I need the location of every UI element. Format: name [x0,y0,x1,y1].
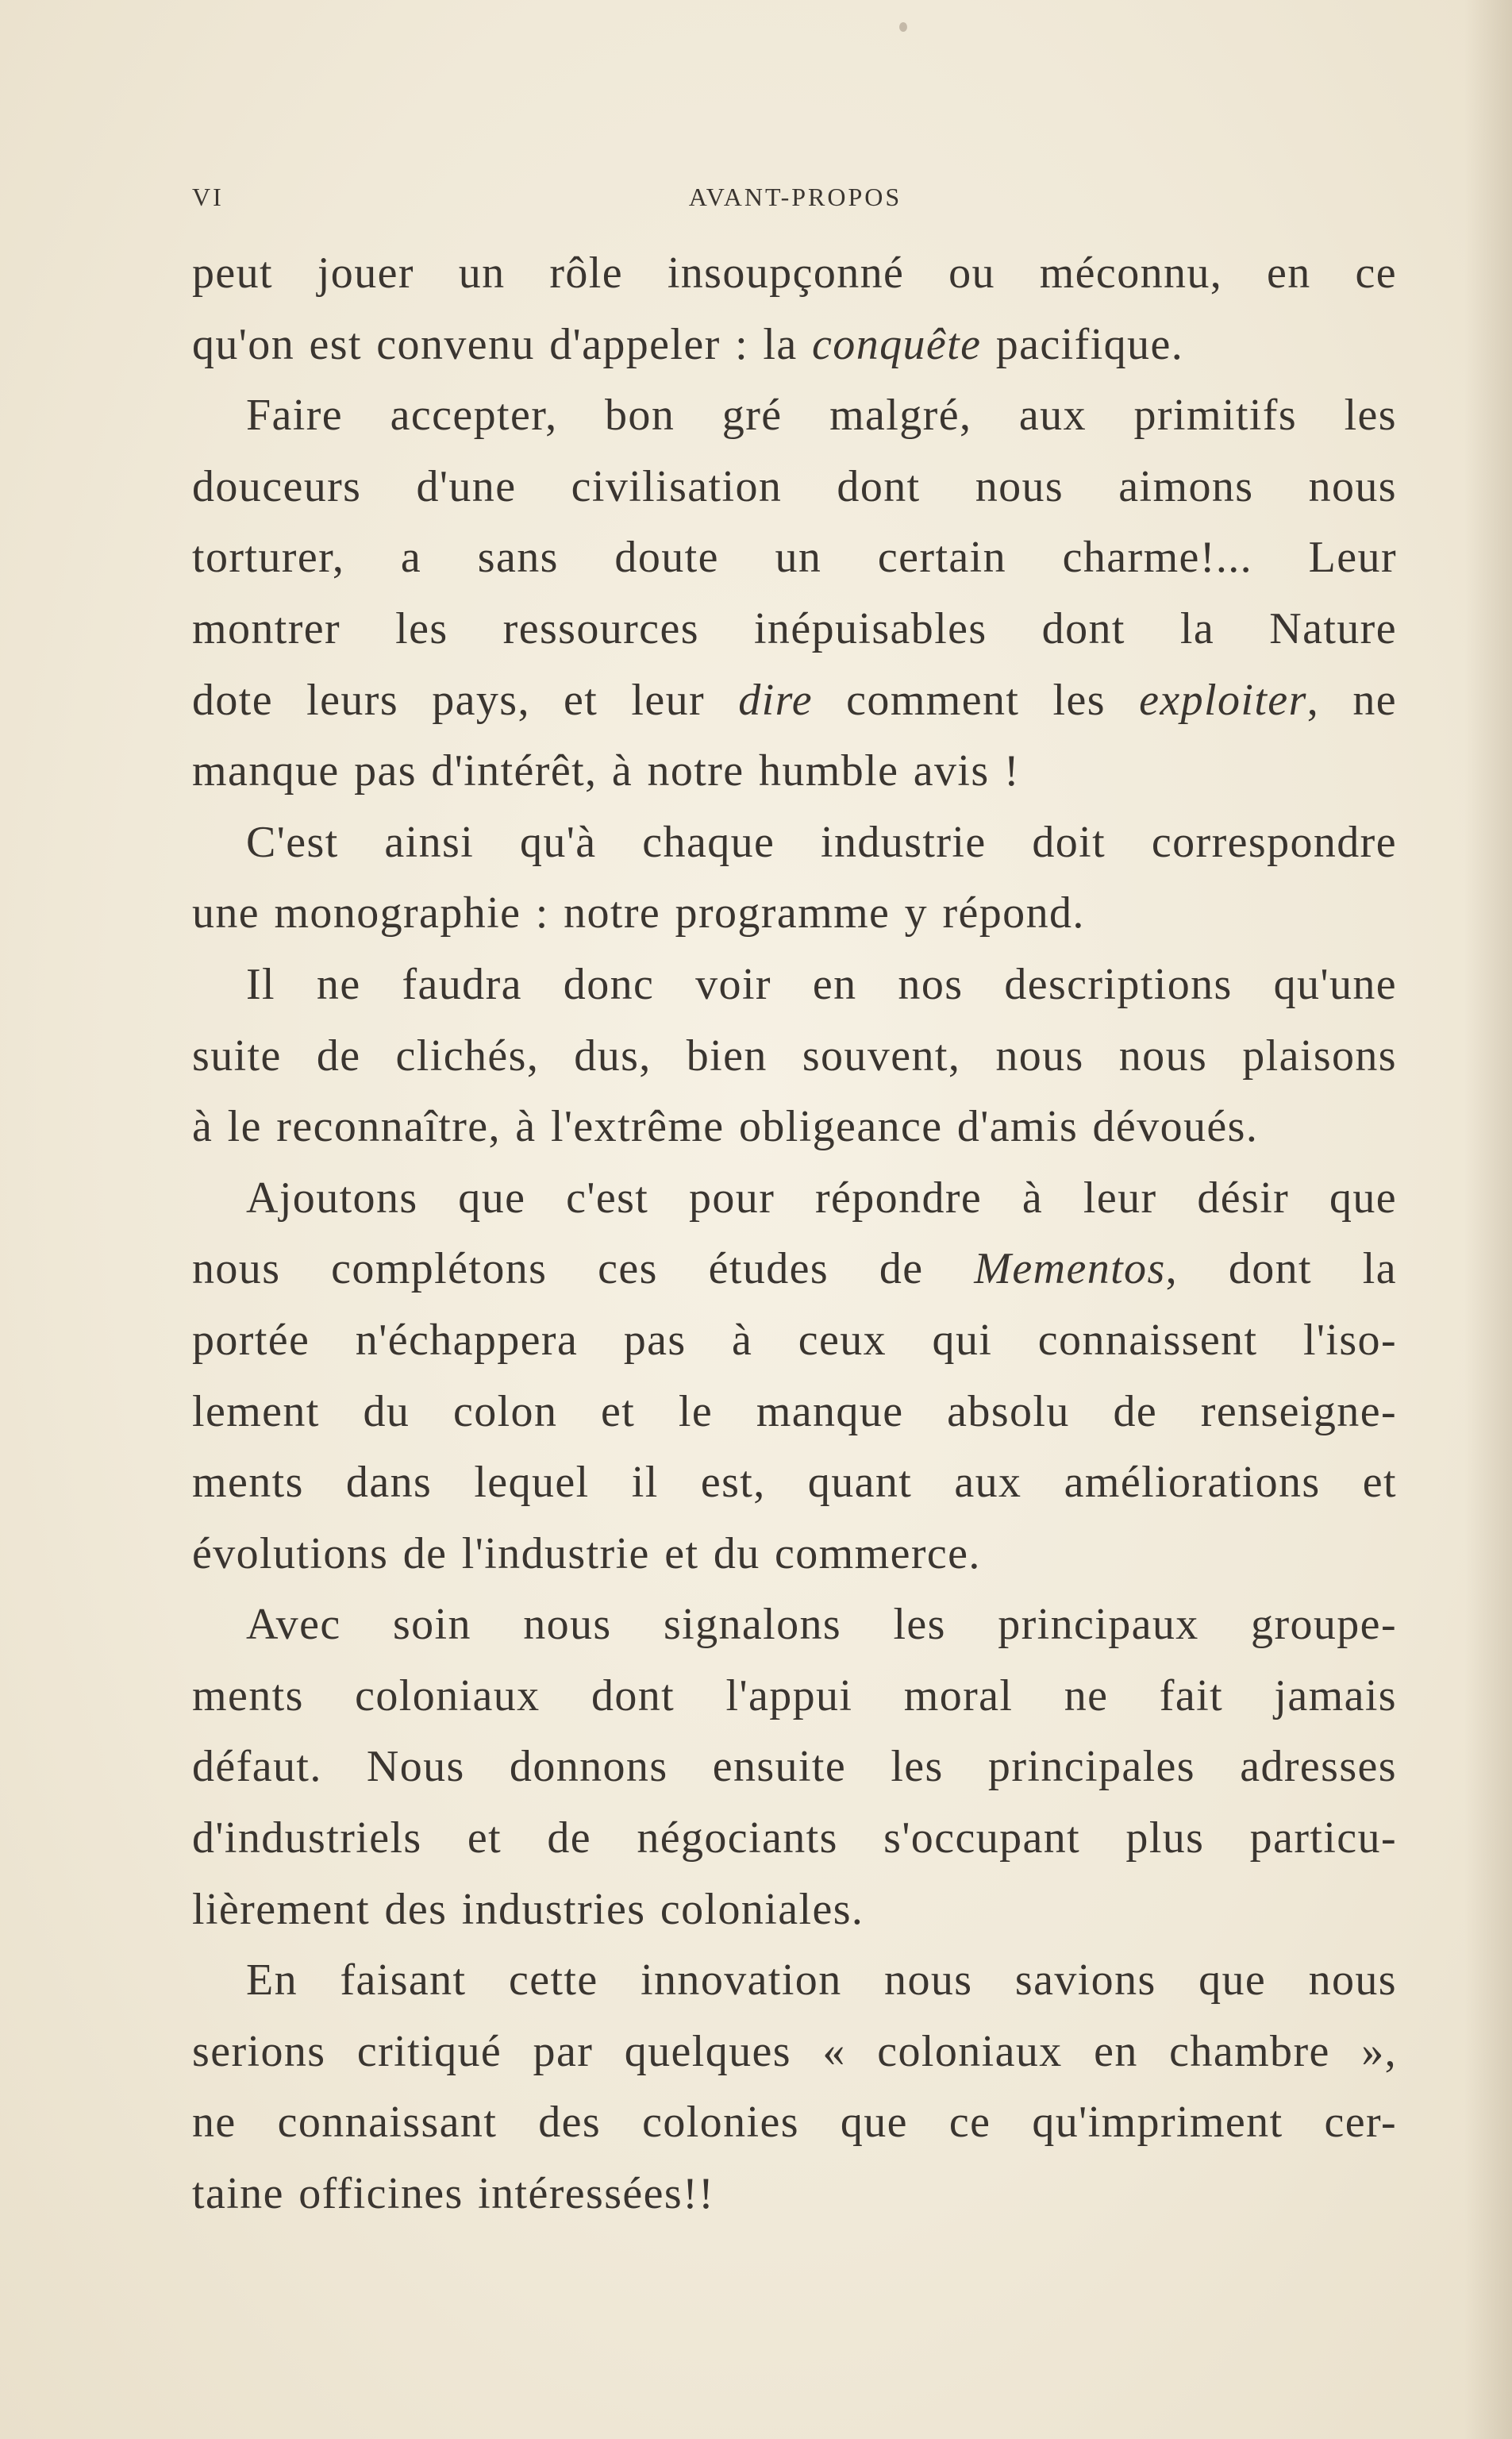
text-line: serions critiqué par quelques « coloniaux en chambre », [192,2026,1397,2076]
paragraph [192,950,1397,1163]
paragraph [192,1945,1397,2229]
italic-word: exploiter [1139,675,1307,725]
text-line: peut jouer un rôle insoupçonné ou méconnu, en ce [192,249,1397,298]
page-number: VI [192,183,224,211]
text-line: évolutions de l'industrie et du commerce. [192,1528,981,1578]
text-line: qu'on est convenu d'appeler : la conquête pacifique. [192,319,1184,369]
italic-word: dire [738,675,813,725]
text-line: En faisant cette innovation nous savions que nous [246,1955,1397,2006]
text-line: lièrement des industries coloniales. [192,1884,864,1934]
paragraph [192,1163,1397,1590]
text-line: ne connaissant des colonies que ce qu'impriment cer- [192,2098,1397,2148]
text-line: une monographie : notre programme y répond. [192,888,1085,938]
text-line: défaut. Nous donnons ensuite les principales adresses [192,1742,1397,1792]
page-header [192,183,1399,218]
text-line: ments coloniaux dont l'appui moral ne fait jamais [192,1670,1397,1720]
body-text [192,238,1397,2230]
text-line: d'industriels et de négociants s'occupant plus particu- [192,1813,1397,1863]
text-line: Avec soin nous signalons les principaux groupe- [246,1600,1397,1650]
text-line: manque pas d'intérêt, à notre humble avis ! [192,746,1020,796]
text-line: portée n'échappera pas à ceux qui connaissent l'iso- [192,1315,1397,1365]
text-line: nous complétons ces études de Mementos, dont la [192,1244,1397,1294]
italic-word: Mementos [974,1244,1166,1294]
text-line: C'est ainsi qu'à chaque industrie doit correspondre [246,817,1397,867]
running-title: AVANT-PROPOS [688,183,902,211]
paragraph [192,807,1397,950]
italic-word: conquête [812,319,982,369]
text-line: à le reconnaître, à l'extrême obligeance d'amis dévoués. [192,1102,1259,1152]
text-line: Ajoutons que c'est pour répondre à leur désir que [246,1173,1397,1223]
text-line: Faire accepter, bon gré malgré, aux primitifs les [246,391,1397,441]
text-line: suite de clichés, dus, bien souvent, nous nous plaisons [192,1031,1397,1081]
text-line: taine officines intéressées!! [192,2169,715,2219]
text-line: dote leurs pays, et leur dire comment les exploiter, ne [192,675,1397,725]
text-line: ments dans lequel il est, quant aux améliorations et [192,1458,1397,1508]
text-line: lement du colon et le manque absolu de renseigne- [192,1386,1397,1436]
paragraph [192,380,1397,807]
text-line: montrer les ressources inépuisables dont la Nature [192,603,1397,653]
text-line: torturer, a sans doute un certain charme!... Leur [192,533,1397,583]
paper-speck [899,22,907,32]
paragraph [192,1589,1397,1945]
page-edge-shadow [1464,0,1512,2439]
paragraph [192,238,1397,380]
text-line: douceurs d'une civilisation dont nous aimons nous [192,461,1397,511]
text-line: Il ne faudra donc voir en nos descriptions qu'une [246,959,1397,1009]
